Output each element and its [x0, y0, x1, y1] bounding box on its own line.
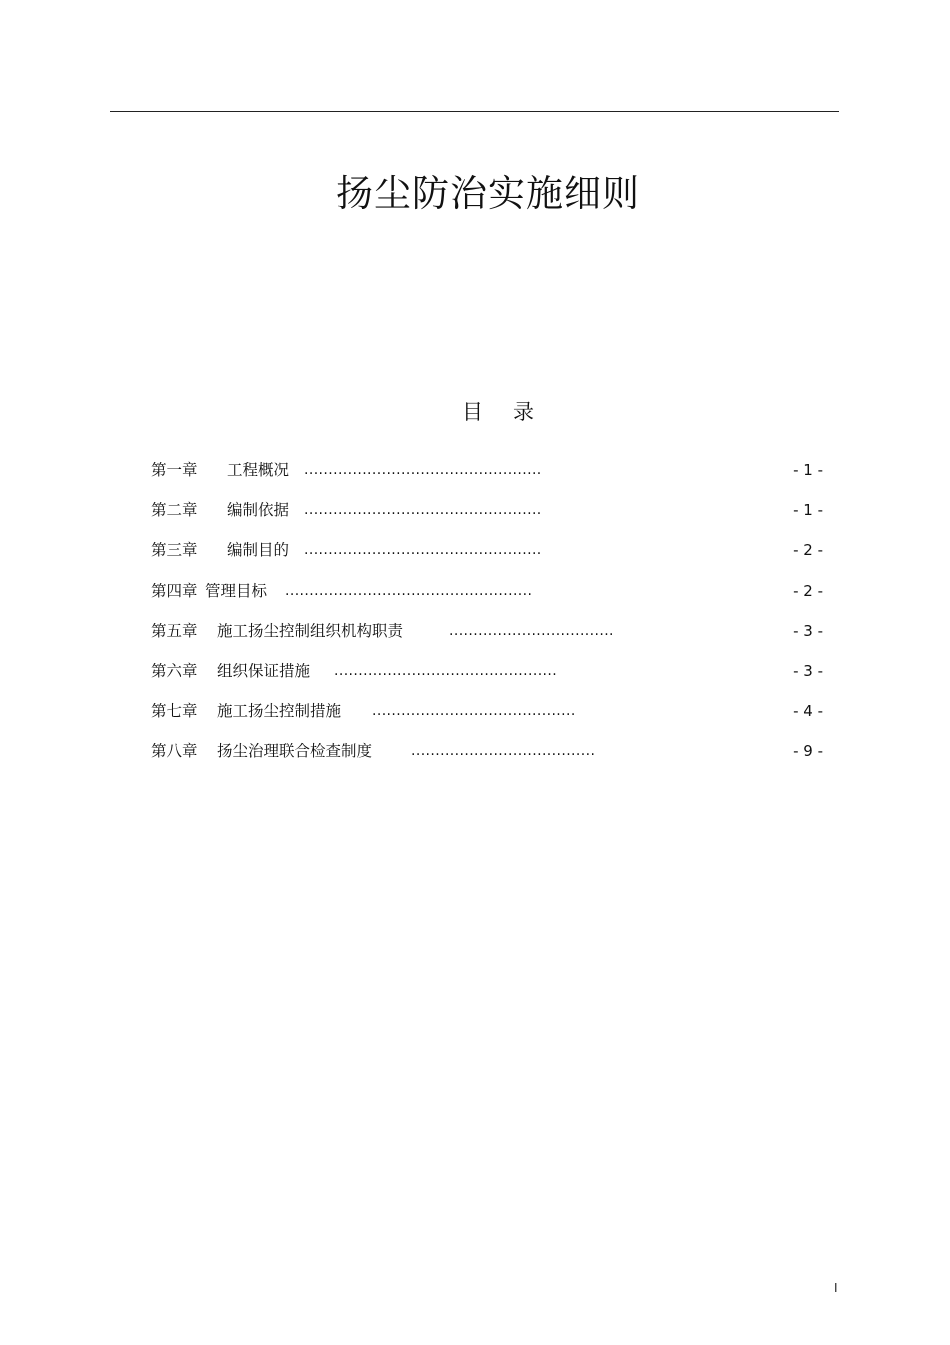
- toc-chapter-number: 第四章: [151, 581, 198, 600]
- toc-chapter-title: 扬尘治理联合检查制度: [217, 742, 373, 761]
- toc-page-number: - 2 -: [793, 541, 823, 560]
- toc-page-number: - 9 -: [793, 742, 823, 761]
- toc-dot-leader: ...................................................: [285, 582, 533, 599]
- toc-page-number: - 2 -: [793, 581, 823, 600]
- toc-dot-leader: ..............................................: [334, 662, 558, 679]
- toc-chapter-number: 第一章: [151, 461, 198, 479]
- toc-dot-leader: ......................................: [411, 743, 596, 760]
- toc-entry[interactable]: [151, 737, 823, 777]
- toc-dot-leader: .................................................: [304, 542, 542, 559]
- toc-entry[interactable]: [151, 577, 823, 617]
- toc-heading: [462, 398, 534, 426]
- toc-entry[interactable]: [151, 657, 823, 697]
- toc-dot-leader: .................................................: [304, 462, 542, 478]
- toc-chapter-number: 第三章: [151, 541, 198, 560]
- toc-chapter-title: 编制依据: [227, 501, 290, 520]
- toc-chapter-title: 编制目的: [227, 541, 290, 560]
- toc-chapter-number: 第八章: [151, 742, 198, 761]
- toc-heading-char-1: 目: [462, 400, 483, 424]
- page-number: I: [834, 1281, 838, 1295]
- toc-page-number: - 4 -: [793, 702, 823, 721]
- toc-chapter-number: 第二章: [151, 501, 198, 520]
- toc-chapter-number: 第六章: [151, 661, 198, 680]
- toc-heading-char-2: 录: [513, 400, 534, 424]
- toc-entry[interactable]: [151, 496, 823, 536]
- document-title: 扬尘防治实施细则: [336, 172, 640, 215]
- toc-dot-leader: ..................................: [449, 622, 614, 639]
- toc-entry[interactable]: [151, 536, 823, 576]
- toc-page-number: - 1 -: [793, 501, 823, 520]
- toc-chapter-title: 工程概况: [227, 461, 290, 479]
- toc-chapter-title: 管理目标: [205, 581, 268, 600]
- toc-chapter-number: 第五章: [151, 621, 198, 640]
- toc-page-number: - 1 -: [793, 461, 823, 479]
- toc-dot-leader: .................................................: [304, 502, 542, 519]
- table-of-contents: [151, 456, 823, 778]
- toc-entry[interactable]: [151, 617, 823, 657]
- toc-chapter-number: 第七章: [151, 702, 198, 721]
- header-rule: [110, 111, 839, 112]
- toc-dot-leader: ..........................................: [372, 703, 576, 720]
- toc-chapter-title: 施工扬尘控制组织机构职责: [217, 621, 404, 640]
- toc-page-number: - 3 -: [793, 621, 823, 640]
- toc-chapter-title: 组织保证措施: [217, 661, 311, 680]
- toc-chapter-title: 施工扬尘控制措施: [217, 702, 342, 721]
- toc-page-number: - 3 -: [793, 661, 823, 680]
- toc-entry[interactable]: [151, 697, 823, 737]
- toc-entry[interactable]: [151, 456, 823, 496]
